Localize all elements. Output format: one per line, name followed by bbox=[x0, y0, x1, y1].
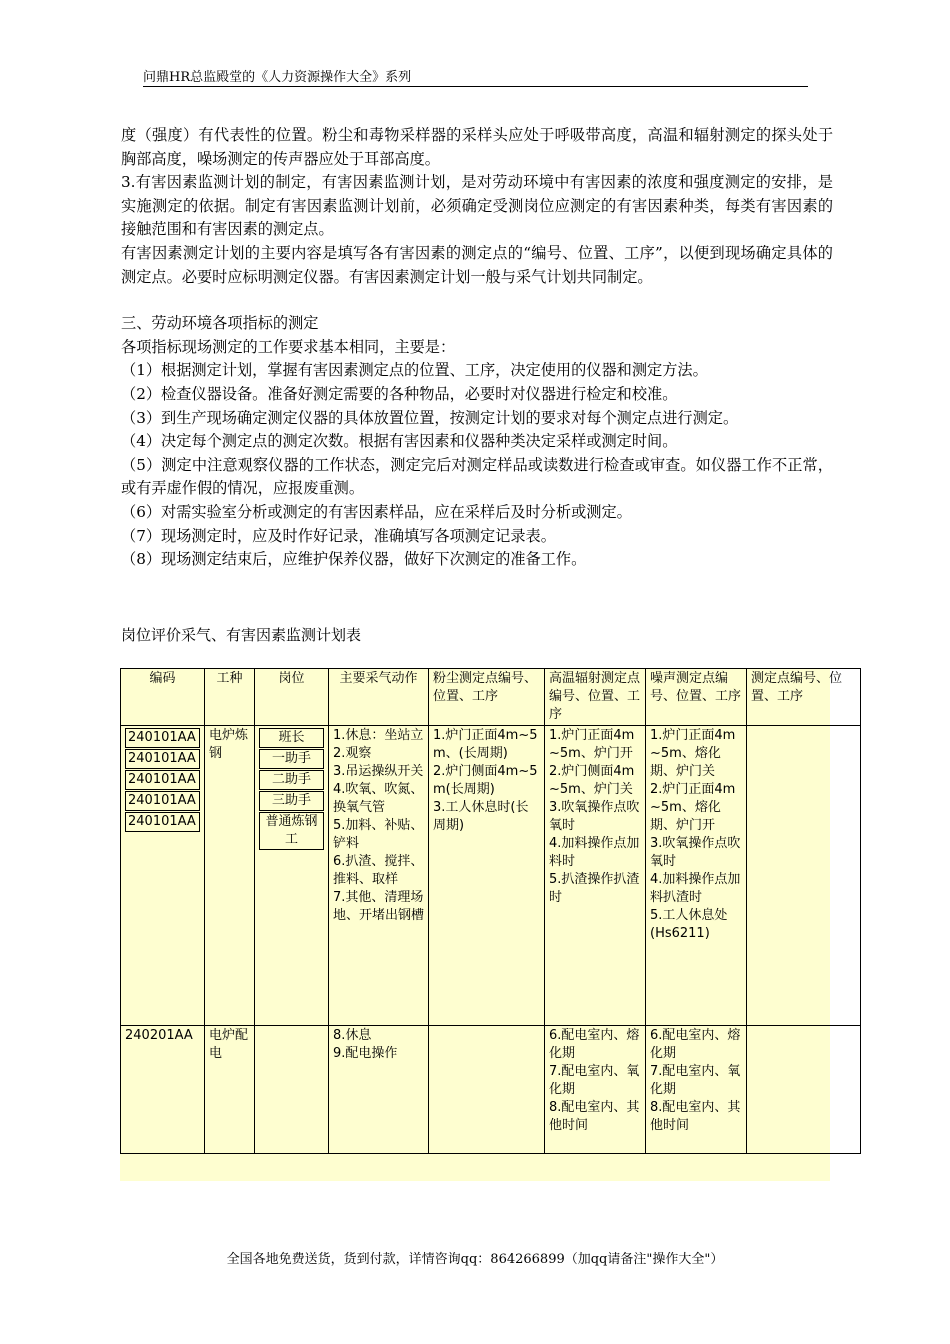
paragraph: 有害因素测定计划的主要内容是填写各有害因素的测定点的“编号、位置、工序”，以便到现场确定具体的测定点。必要时应标明测定仪器。有害因素测定计划一般与采气计划共同制定。 bbox=[121, 243, 833, 286]
heat-point: 1.炉门正面4m~5m、炉门开 bbox=[549, 728, 635, 761]
document-body bbox=[121, 124, 833, 572]
actions-cell bbox=[329, 726, 429, 1026]
code-value: 240101AA bbox=[125, 770, 200, 790]
paragraph: 3.有害因素监测计划的制定，有害因素监测计划，是对劳动环境中有害因素的浓度和强度测定的安排，是实施测定的依据。制定有害因素监测计划前，必须确定受测岗位应测定的有害因素种类，每类有害因素的接触范围和有害因素的测定点。 bbox=[121, 173, 833, 239]
header-cell: 主要采气动作 bbox=[329, 669, 429, 726]
paragraph: 度（强度）有代表性的位置。粉尘和毒物采样器的采样头应处于呼吸带高度，高温和辐射测定的探头处于胸部高度，噪场测定的传声器应处于耳部高度。 bbox=[121, 126, 833, 168]
header-cell: 粉尘测定点编号、位置、工序 bbox=[429, 669, 545, 726]
list-item: （7）现场测定时，应及时作好记录，准确填写各项测定记录表。 bbox=[121, 526, 556, 545]
action-item: 5.加料、补贴、铲料 bbox=[333, 818, 424, 851]
actions-cell bbox=[329, 1026, 429, 1154]
heat-point: 8.配电室内、其他时间 bbox=[549, 1100, 640, 1133]
noise-point: 7.配电室内、氧化期 bbox=[650, 1064, 741, 1097]
noise-point: 8.配电室内、其他时间 bbox=[650, 1100, 741, 1133]
action-item: 8.休息 bbox=[333, 1028, 372, 1043]
code-cell: 240201AA bbox=[121, 1026, 205, 1154]
list-item: （4）决定每个测定点的测定次数。根据有害因素和仪器种类决定采样或测定时间。 bbox=[121, 432, 678, 451]
post-cell bbox=[255, 726, 329, 1026]
heat-point: 3.吹氧操作点吹氧时 bbox=[549, 800, 640, 833]
other-point-cell bbox=[747, 1026, 861, 1154]
dust-point: 2.炉门侧面4m~5m(长周期) bbox=[433, 764, 538, 797]
page-footer: 全国各地免费送货，货到付款，详情咨询qq：864266899（加qq请备注"操作大全"） bbox=[226, 1252, 724, 1267]
header-cell: 噪声测定点编号、位置、工序 bbox=[646, 669, 747, 726]
list-item: （5）测定中注意观察仪器的工作状态，测定完后对测定样品或读数进行检查或审查。如仪器工作不正常，或有弄虚作假的情况，应报废重测。 bbox=[121, 455, 833, 498]
header-cell: 编码 bbox=[121, 669, 205, 726]
dust-point: 3.工人休息时(长周期) bbox=[433, 800, 529, 833]
code-value: 240101AA bbox=[125, 728, 200, 748]
header-cell: 高温辐射测定点编号、位置、工序 bbox=[545, 669, 646, 726]
table-title: 岗位评价采气、有害因素监测计划表 bbox=[121, 626, 362, 644]
table-row bbox=[121, 726, 861, 1026]
list-item: （6）对需实验室分析或测定的有害因素样品，应在采样后及时分析或测定。 bbox=[121, 502, 632, 521]
header-rule bbox=[143, 86, 808, 87]
code-value: 240101AA bbox=[125, 749, 200, 769]
list-item: （3）到生产现场确定测定仪器的具体放置位置，按测定计划的要求对每个测定点进行测定。 bbox=[121, 408, 739, 427]
trade-cell: 电炉配电 bbox=[205, 1026, 255, 1154]
section-title: 三、劳动环境各项指标的测定 bbox=[121, 314, 319, 333]
action-item: 1.休息：坐站立 bbox=[333, 728, 424, 743]
header-cell: 岗位 bbox=[255, 669, 329, 726]
noise-point: 2.炉门正面4m~5m、熔化期、炉门开 bbox=[650, 782, 736, 833]
heat-cell bbox=[545, 726, 646, 1026]
action-item: 2.观察 bbox=[333, 746, 372, 761]
dust-cell bbox=[429, 1026, 545, 1154]
header-cell: 工种 bbox=[205, 669, 255, 726]
code-cell bbox=[121, 726, 205, 1026]
list-item: （8）现场测定结束后，应维护保养仪器，做好下次测定的准备工作。 bbox=[121, 550, 587, 569]
list-item: （2）检查仪器设备。准备好测定需要的各种物品，必要时对仪器进行检定和校准。 bbox=[121, 384, 678, 403]
section-intro: 各项指标现场测定的工作要求基本相同，主要是： bbox=[121, 337, 456, 356]
action-item: 4.吹氧、吹氮、换氧气管 bbox=[333, 782, 424, 815]
dust-point: 1.炉门正面4m~5m、(长周期) bbox=[433, 728, 538, 761]
code-value: 240101AA bbox=[125, 791, 200, 811]
noise-point: 1.炉门正面4m~5m、熔化期、炉门关 bbox=[650, 728, 736, 779]
table-row bbox=[121, 1026, 861, 1154]
noise-point: 6.配电室内、熔化期 bbox=[650, 1028, 741, 1061]
list-item: （1）根据测定计划，掌握有害因素测定点的位置、工序，决定使用的仪器和测定方法。 bbox=[121, 361, 708, 380]
other-point-cell bbox=[747, 726, 861, 1026]
action-item: 6.扒渣、搅拌、推料、取样 bbox=[333, 854, 424, 887]
post-value: 三助手 bbox=[259, 791, 324, 811]
heat-point: 4.加料操作点加料时 bbox=[549, 836, 640, 869]
noise-point: 3.吹氧操作点吹氧时 bbox=[650, 836, 741, 869]
action-item: 7.其他、清理场地、开堵出钢槽 bbox=[333, 890, 425, 923]
noise-cell bbox=[646, 1026, 747, 1154]
post-cell bbox=[255, 1026, 329, 1154]
header-cell: 测定点编号、位置、工序 bbox=[747, 669, 861, 726]
table-header-row bbox=[121, 669, 861, 726]
dust-cell bbox=[429, 726, 545, 1026]
post-value: 普通炼钢工 bbox=[259, 812, 324, 850]
post-value: 二助手 bbox=[259, 770, 324, 790]
action-item: 9.配电操作 bbox=[333, 1046, 398, 1061]
post-value: 班长 bbox=[259, 728, 324, 748]
trade-cell: 电炉炼钢 bbox=[205, 726, 255, 1026]
code-value: 240101AA bbox=[125, 812, 200, 832]
heat-point: 7.配电室内、氧化期 bbox=[549, 1064, 640, 1097]
heat-point: 5.扒渣操作扒渣时 bbox=[549, 872, 640, 905]
action-item: 3.吊运操纵开关 bbox=[333, 764, 424, 779]
noise-point: 4.加料操作点加料扒渣时 bbox=[650, 872, 741, 905]
page-header: 问鼎HR总监殿堂的《人力资源操作大全》系列 bbox=[143, 70, 412, 85]
heat-point: 2.炉门侧面4m~5m、炉门关 bbox=[549, 764, 635, 797]
heat-cell bbox=[545, 1026, 646, 1154]
noise-cell bbox=[646, 726, 747, 1026]
monitoring-plan-table-area bbox=[120, 668, 843, 1181]
post-value: 一助手 bbox=[259, 749, 324, 769]
monitoring-plan-table bbox=[120, 668, 861, 1154]
heat-point: 6.配电室内、熔化期 bbox=[549, 1028, 640, 1061]
noise-point: 5.工人休息处(Hs6211) bbox=[650, 908, 728, 941]
